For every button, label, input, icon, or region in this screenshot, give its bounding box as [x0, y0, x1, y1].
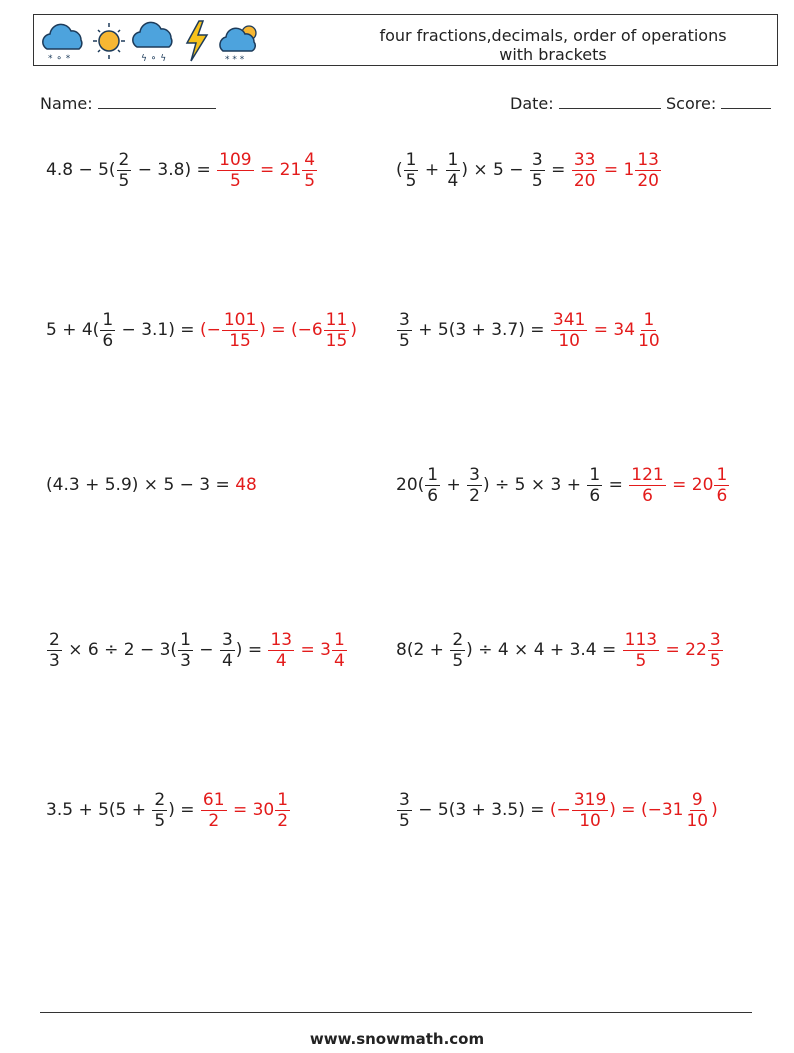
fraction — [446, 150, 461, 191]
partly-cloudy-snow-icon — [217, 19, 267, 63]
numerator: 1 — [334, 629, 345, 650]
expression-text: + — [441, 475, 467, 495]
svg-text:ϟ ⚬ ϟ: ϟ ⚬ ϟ — [141, 54, 167, 63]
fraction — [623, 630, 659, 671]
fraction — [47, 630, 62, 671]
expression-text: ) ÷ 4 × 4 + 3.4 = — [466, 640, 622, 660]
expression-text: + — [419, 160, 445, 180]
numerator: 341 — [552, 309, 586, 330]
fraction — [117, 150, 132, 191]
numerator: 3 — [531, 149, 543, 170]
fraction — [178, 630, 193, 671]
expression-text: × 6 ÷ 2 − 3( — [62, 640, 178, 660]
numerator: 33 — [573, 149, 596, 170]
fraction — [332, 630, 347, 671]
problem-item — [46, 300, 357, 360]
numerator: 11 — [325, 309, 348, 330]
denominator: 2 — [469, 485, 480, 506]
numerator: 3 — [399, 309, 410, 330]
numerator: 4 — [304, 149, 316, 170]
weather-icons — [39, 19, 279, 63]
expression-text: = 3 — [295, 640, 331, 660]
denominator: 4 — [221, 650, 233, 671]
numerator: 113 — [624, 629, 658, 650]
expression-text: ) — [350, 320, 357, 340]
problem-expression — [396, 790, 550, 831]
snow-cloud-icon — [39, 19, 87, 63]
expression-text: ) = (−31 — [609, 800, 684, 820]
fraction — [467, 465, 482, 506]
expression-text: 8(2 + — [396, 640, 450, 660]
denominator: 10 — [558, 330, 580, 351]
denominator: 15 — [229, 330, 251, 351]
footer-site: www.snowmath.com — [309, 1030, 485, 1048]
expression-text: − 3.1) = — [116, 320, 200, 340]
problem-item — [396, 780, 718, 840]
problem-item — [396, 620, 724, 680]
numerator: 1 — [405, 149, 417, 170]
fraction — [530, 150, 545, 191]
denominator: 5 — [452, 650, 464, 671]
expression-text: = 22 — [660, 640, 707, 660]
fraction — [201, 790, 227, 831]
numerator: 2 — [49, 629, 60, 650]
denominator: 20 — [573, 170, 596, 191]
date-field[interactable] — [510, 92, 661, 113]
fraction — [635, 150, 661, 191]
problem-item — [46, 780, 291, 840]
expression-text: 48 — [235, 475, 257, 495]
worksheet-header — [33, 14, 778, 66]
numerator: 1 — [427, 464, 439, 485]
numerator: 3 — [399, 789, 410, 810]
numerator: 3 — [221, 629, 233, 650]
problem-answer — [235, 475, 257, 495]
problem-answer — [200, 310, 357, 351]
denominator: 6 — [427, 485, 439, 506]
fraction — [636, 310, 662, 351]
expression-text: (− — [199, 320, 221, 340]
numerator: 13 — [637, 149, 659, 170]
name-blank[interactable] — [98, 92, 216, 109]
denominator: 5 — [635, 650, 647, 671]
fraction — [714, 465, 729, 506]
problem-item — [46, 455, 257, 515]
denominator: 10 — [686, 810, 709, 831]
fraction — [275, 790, 290, 831]
problem-answer — [628, 465, 730, 506]
expression-text: ) = — [168, 800, 200, 820]
numerator: 3 — [709, 629, 721, 650]
fraction — [708, 630, 723, 671]
problem-item — [396, 455, 730, 515]
problem-answer — [216, 150, 318, 191]
fraction — [268, 630, 294, 671]
score-label: Score: — [666, 94, 717, 113]
numerator: 9 — [691, 789, 703, 810]
denominator: 10 — [579, 810, 601, 831]
problem-answer — [550, 310, 663, 351]
fraction — [217, 150, 253, 191]
denominator: 5 — [399, 810, 410, 831]
denominator: 15 — [325, 330, 348, 351]
numerator: 61 — [202, 789, 225, 810]
fraction — [100, 310, 115, 351]
expression-text: (− — [549, 800, 571, 820]
fraction — [587, 465, 602, 506]
problem-answer — [622, 630, 724, 671]
numerator: 1 — [643, 309, 655, 330]
numerator: 2 — [118, 149, 130, 170]
problem-expression — [396, 465, 628, 506]
numerator: 1 — [180, 629, 191, 650]
denominator: 5 — [229, 170, 241, 191]
score-field[interactable] — [666, 92, 771, 113]
date-blank[interactable] — [559, 92, 661, 109]
fraction — [324, 310, 350, 351]
numerator: 13 — [270, 629, 293, 650]
denominator: 5 — [154, 810, 166, 831]
expression-text: 4.8 − 5( — [46, 160, 116, 180]
denominator: 5 — [118, 170, 130, 191]
fraction — [397, 790, 412, 831]
fraction — [222, 310, 258, 351]
expression-text: ) ÷ 5 × 3 + — [482, 475, 587, 495]
expression-text: = 34 — [588, 320, 636, 340]
numerator: 319 — [573, 789, 607, 810]
name-field[interactable] — [40, 92, 216, 113]
problem-expression — [46, 475, 235, 495]
fraction — [152, 790, 167, 831]
problem-expression — [46, 150, 216, 191]
problem-answer — [571, 150, 662, 191]
problem-item — [46, 620, 348, 680]
problem-answer — [550, 790, 718, 831]
denominator: 5 — [304, 170, 316, 191]
expression-text: = — [603, 475, 629, 495]
denominator: 5 — [531, 170, 543, 191]
expression-text: ) = — [235, 640, 268, 660]
expression-text: 3.5 + 5(5 + — [46, 800, 152, 820]
denominator: 4 — [275, 650, 287, 671]
numerator: 1 — [102, 309, 114, 330]
problem-answer — [267, 630, 347, 671]
fraction — [404, 150, 419, 191]
denominator: 4 — [334, 650, 345, 671]
denominator: 4 — [447, 170, 459, 191]
denominator: 20 — [637, 170, 659, 191]
fraction — [551, 310, 587, 351]
numerator: 3 — [469, 464, 480, 485]
name-label: Name: — [40, 94, 93, 113]
sun-icon — [91, 19, 127, 63]
expression-text: ) = (−6 — [259, 320, 323, 340]
denominator: 6 — [589, 485, 601, 506]
denominator: 6 — [716, 485, 728, 506]
fraction — [397, 310, 412, 351]
problem-expression — [46, 790, 200, 831]
fraction — [220, 630, 235, 671]
expression-text: = 30 — [227, 800, 275, 820]
rain-cloud-icon — [129, 19, 177, 63]
problem-expression — [46, 630, 267, 671]
denominator: 6 — [102, 330, 114, 351]
expression-text: ) × 5 − — [461, 160, 529, 180]
score-blank[interactable] — [721, 92, 771, 109]
expression-text: ( — [396, 160, 403, 180]
footer-divider — [40, 1012, 752, 1013]
denominator: 5 — [399, 330, 410, 351]
denominator: 3 — [180, 650, 191, 671]
fraction — [450, 630, 465, 671]
expression-text: = 21 — [254, 160, 302, 180]
numerator: 101 — [223, 309, 257, 330]
expression-text: + 5(3 + 3.7) = — [412, 320, 550, 340]
lightning-icon — [181, 19, 213, 63]
expression-text: − — [193, 640, 219, 660]
expression-text: 20( — [396, 475, 425, 495]
fraction — [684, 790, 710, 831]
fraction — [572, 150, 598, 191]
numerator: 109 — [219, 149, 252, 170]
problem-expression — [46, 310, 200, 351]
expression-text: − 3.8) = — [132, 160, 217, 180]
denominator: 3 — [49, 650, 60, 671]
fraction — [425, 465, 440, 506]
fraction — [629, 465, 665, 506]
denominator: 2 — [277, 810, 289, 831]
numerator: 2 — [452, 629, 464, 650]
numerator: 1 — [277, 789, 289, 810]
fraction — [302, 150, 317, 191]
denominator: 2 — [208, 810, 220, 831]
expression-text: = — [545, 160, 571, 180]
numerator: 121 — [631, 464, 664, 485]
svg-text:* ⚬ *: * ⚬ * — [48, 54, 71, 63]
expression-text: − 5(3 + 3.5) = — [412, 800, 550, 820]
denominator: 10 — [638, 330, 660, 351]
title-line-2: with brackets — [499, 45, 607, 64]
denominator: 6 — [642, 485, 653, 506]
fraction — [572, 790, 608, 831]
expression-text: (4.3 + 5.9) × 5 − 3 = — [46, 475, 236, 495]
svg-text:* * *: * * * — [225, 55, 245, 63]
expression-text: = 20 — [666, 475, 714, 495]
problem-expression — [396, 310, 550, 351]
numerator: 2 — [154, 789, 166, 810]
date-label: Date: — [510, 94, 554, 113]
expression-text: 5 + 4( — [46, 320, 100, 340]
numerator: 1 — [447, 149, 459, 170]
worksheet-title — [343, 26, 763, 64]
numerator: 1 — [716, 464, 728, 485]
title-line-1: four fractions,decimals, order of operations — [379, 26, 727, 45]
expression-text: = 1 — [598, 160, 635, 180]
problem-expression — [396, 150, 571, 191]
problem-item — [396, 300, 663, 360]
problem-item — [46, 140, 318, 200]
problem-item — [396, 140, 662, 200]
problem-answer — [200, 790, 291, 831]
problem-expression — [396, 630, 622, 671]
denominator: 5 — [405, 170, 417, 191]
numerator: 1 — [589, 464, 601, 485]
denominator: 5 — [709, 650, 721, 671]
expression-text: ) — [711, 800, 718, 820]
